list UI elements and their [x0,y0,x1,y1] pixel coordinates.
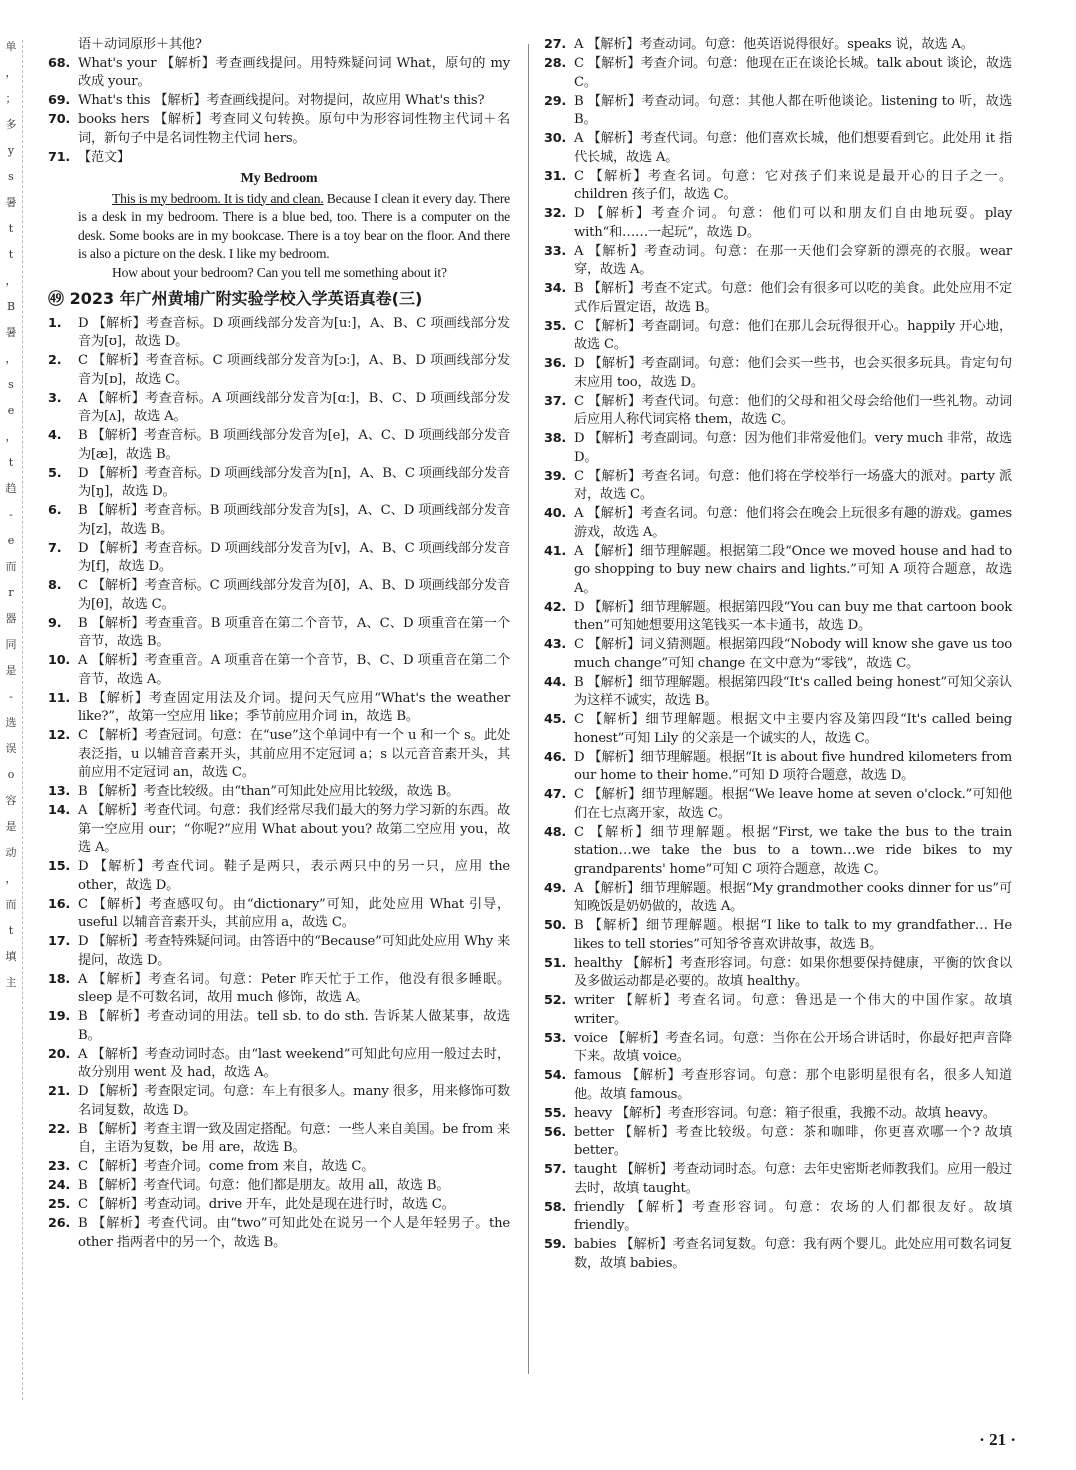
answer-number: 53. [544,1030,567,1046]
essay-paragraph: How about your bedroom? Can you tell me something about it? [112,264,447,280]
answer-text: C 【解析】考查介词。come from 来自，故选 C。 [78,1159,375,1174]
answer-text: C 【解析】细节理解题。根据文中主要内容及第四段“It's called being honest”可知 Lily 的父亲是一个诚实的人，故选 C。 [574,712,1012,746]
answer-text: famous 【解析】考查形容词。句意：那个电影明星很有名，很多人知道他。故填 famous。 [574,1068,1012,1102]
answer-item [544,168,1012,205]
edge-char: - [9,508,13,521]
answer-item [544,1124,1012,1161]
edge-char: 动 [5,846,17,859]
edge-char: t [8,456,14,469]
answer-text: D 【解析】考查音标。D 项画线部分发音为[n]，A、B、C 项画线部分发音为[ŋ]，故选 D。 [78,465,510,499]
answer-item [544,749,1012,786]
continued-text: 语＋动词原形＋其他? [78,37,202,52]
answer-item [544,711,1012,748]
edge-char: s [8,170,14,183]
answer-number: 56. [544,1124,567,1140]
answer-text: D 【解析】考查音标。D 项画线部分发音为[v]，A、B、C 项画线部分发音为[f]，故选 D。 [78,540,510,574]
answer-number: 38. [544,431,567,446]
answer-number: 13. [48,784,71,799]
answer-number: 48. [544,824,567,840]
answer-text: books hers 【解析】考查同义句转换。原句中为形容词性物主代词＋名词，新句子中是名词性物主代词 hers。 [78,112,510,146]
answer-number: 44. [544,674,567,690]
answer-text: D 【解析】细节理解题。根据“It is about five hundred kilometers from our home to their home.”可知 D 项符合题意，故选 D。 [574,749,1012,783]
answer-text: A 【解析】考查动词时态。由“last weekend”可知此句应用一般过去时，故分别用 went 及 had，故选 A。 [78,1046,510,1080]
answer-number: 32. [544,206,567,221]
answer-list-c [544,36,1012,1273]
answer-number: 21. [48,1084,71,1099]
answer-number: 34. [544,281,567,296]
answer-item [48,1008,510,1045]
answer-text: C 【解析】词义猜测题。根据第四段“Nobody will know she gave us too much change”可知 change 在文中意为“零钱”，故选 C。 [574,637,1012,671]
answer-text: D 【解析】考查副词。句意：因为他们非常爱他们。very much 非常，故选 D。 [574,431,1012,465]
answer-text: A 【解析】考查名词。句意：他们将会在晚会上玩很多有趣的游戏。games 游戏，故选 A。 [574,506,1012,540]
answer-item [48,427,510,464]
answer-number: 2. [48,353,62,368]
answer-text: A 【解析】考查音标。A 项画线部分发音为[ɑː]，B、C、D 项画线部分发音为[ʌ]，故选 A。 [78,390,510,424]
answer-number: 7. [48,540,62,556]
answer-item [48,971,510,1008]
answer-text: voice 【解析】考查名词。句意：当你在公开场合讲话时，你最好把声音降下来。故填 voice。 [574,1030,1012,1064]
answer-item [544,1030,1012,1067]
answer-text: C 【解析】考查冠词。句意：在“use”这个单词中有一个 u 和一个 s。此处表泛指，u 以辅音音素开头，其前应用不定冠词 a；s 以元音音素开头，其前应用不定冠词 an，故选 C。 [78,728,510,780]
answer-number: 24. [48,1178,71,1193]
edge-char: 而 [5,898,17,911]
answer-text: C 【解析】考查音标。C 项画线部分发音为[ð]，A、B、D 项画线部分发音为[θ]，故选 C。 [78,578,510,612]
answer-text: D 【解析】考查特殊疑问词。由答语中的“Because”可知此处应用 Why 来提问，故选 D。 [78,934,510,968]
answer-number: 58. [544,1199,567,1215]
answer-text: B 【解析】考查音标。B 项画线部分发音为[e]，A、C、D 项画线部分发音为[æ]，故选 B。 [78,428,510,462]
answer-number: 22. [48,1121,71,1137]
answer-number: 45. [544,712,567,727]
edge-char: 器 [5,612,17,625]
answer-item [48,1215,510,1252]
answer-number: 47. [544,787,567,802]
answer-text: A 【解析】考查代词。句意：我们经常尽我们最大的努力学习新的东西。故第一空应用 our；“你呢?”应用 What about you? 故第二空应用 you，故选 A。 [78,803,510,855]
edge-char: r [8,586,14,599]
answer-item [48,315,510,352]
answer-text: D 【解析】考查介词。句意：他们可以和朋友们自由地玩耍。play with“和……一起玩”，故选 D。 [574,206,1012,240]
edge-char: ， [5,274,17,287]
edge-char: 选 [5,716,17,729]
answer-item [48,352,510,389]
edge-char: 容 [5,794,17,807]
edge-char: o [7,768,15,781]
page-number: · 21 · [979,1430,1016,1449]
essay-underlined-text: This is my bedroom. It is tidy and clean. [112,190,324,206]
edge-char: 误 [5,742,17,755]
essay-paragraph [48,190,510,264]
answer-number: 59. [544,1237,567,1252]
edge-char: 是 [5,664,17,677]
answer-number: 43. [544,637,567,652]
answer-number: 37. [544,393,567,409]
answer-text: B 【解析】考查重音。B 项重音在第二个音节，A、C、D 项重音在第一个音节，故选 B。 [78,615,510,649]
answer-text: C 【解析】考查感叹句。由“dictionary”可知，此处应用 What 引导，useful 以辅音音素开头，其前应用 a，故选 C。 [78,896,510,930]
answer-text: C 【解析】考查名词。句意：他们将在学校举行一场盛大的派对。party 派对，故选 C。 [574,468,1012,502]
answer-number: 12. [48,728,71,743]
edge-char: 多 [5,118,17,131]
answer-text: friendly 【解析】考查形容词。句意：农场的人们都很友好。故填 friendly。 [574,1199,1012,1233]
answer-item [48,390,510,427]
answer-item [544,130,1012,167]
edge-char: ， [5,352,17,365]
answer-item [544,955,1012,992]
answer-number: 39. [544,468,567,484]
answer-item [544,1067,1012,1104]
edge-char: ， [5,430,17,443]
model-essay [48,170,510,282]
answer-number: 4. [48,428,62,443]
answer-number: 30. [544,131,567,146]
answer-number: 33. [544,243,567,259]
answer-text: C 【解析】考查介词。句意：他现在正在谈论长城。talk about 谈论，故选 C。 [574,56,1012,90]
answer-item [48,577,510,614]
answer-item [544,917,1012,954]
edge-char: e [7,404,15,417]
answer-text: B 【解析】考查动词。句意：其他人都在听他谈论。listening to 听，故选 B。 [574,93,1012,127]
answer-text: C 【解析】细节理解题。根据“We leave home at seven o'clock.”可知他们在七点离开家，故选 C。 [574,787,1012,821]
answer-item [48,1083,510,1120]
answer-item [48,540,510,577]
answer-number: 70. [48,112,71,127]
answer-item [48,1046,510,1083]
answer-item [544,318,1012,355]
answer-text: C 【解析】考查代词。句意：他们的父母和祖父母会给他们一些礼物。动词后应用人称代词宾格 them，故选 C。 [574,393,1012,427]
answer-text: B 【解析】考查动词的用法。tell sb. to do sth. 告诉某人做某事，故选 B。 [78,1009,510,1043]
answer-text: B 【解析】考查音标。B 项画线部分发音为[s]，A、C、D 项画线部分发音为[z]，故选 B。 [78,503,510,537]
answer-text: writer 【解析】考查名词。句意：鲁迅是一个伟大的中国作家。故填 writer。 [574,993,1012,1027]
answer-number: 10. [48,653,71,668]
answer-number: 54. [544,1068,567,1083]
binding-edge [0,40,23,1400]
answer-item [48,111,510,148]
edge-char: t [8,248,14,261]
answer-item [48,802,510,858]
answer-number: 51. [544,955,567,971]
answer-text: B 【解析】细节理解题。根据“I like to talk to my grandfather… He likes to tell stories”可知爷爷喜欢讲故事，故选 B。 [574,918,1012,952]
edge-char: 是 [5,820,17,833]
answer-number: 35. [544,318,567,334]
answer-item [48,615,510,652]
answer-item [48,1121,510,1158]
answer-item [48,1158,510,1177]
edge-char: ， [5,66,17,79]
answer-number: 40. [544,506,567,521]
answer-list-a [48,55,510,168]
answer-text: B 【解析】细节理解题。根据第四段“It's called being honest”可知父亲认为这样不诚实，故选 B。 [574,674,1012,708]
answer-text: B 【解析】考查代词。句意：他们都是朋友。故用 all，故选 B。 [78,1178,450,1193]
answer-item [48,92,510,111]
answer-number: 55. [544,1105,567,1121]
answer-item [544,1199,1012,1236]
answer-number: 3. [48,390,62,406]
answer-item [544,393,1012,430]
answer-item [544,36,1012,55]
answer-item [48,858,510,895]
answer-text: heavy 【解析】考查形容词。句意：箱子很重，我搬不动。故填 heavy。 [574,1105,996,1121]
edge-char: s [8,378,14,391]
answer-item [544,599,1012,636]
answer-number: 68. [48,55,71,71]
answer-number: 27. [544,37,567,52]
answer-text: D 【解析】考查限定词。句意：车上有很多人。many 很多，用来修饰可数名词复数，故选 D。 [78,1084,510,1118]
answer-text: C 【解析】考查动词。drive 开车，此处是现在进行时，故选 C。 [78,1197,455,1212]
answer-number: 1. [48,315,62,331]
answer-text: A 【解析】考查动词。句意：在那一天他们会穿新的漂亮的衣服。wear 穿，故选 A。 [574,243,1012,277]
answer-number: 15. [48,859,71,874]
edge-char: y [7,144,15,157]
answer-number: 57. [544,1162,567,1177]
answer-item [48,1196,510,1215]
answer-item [544,1236,1012,1273]
answer-text: D 【解析】考查副词。句意：他们会买一些书，也会买很多玩具。肯定句句末应用 too，故选 D。 [574,356,1012,390]
answer-text: taught 【解析】考查动词时态。句意：去年史密斯老师教我们。应用一般过去时，故填 taught。 [574,1162,1012,1196]
edge-char: B [6,300,16,313]
edge-char: ， [5,872,17,885]
answer-item [48,1177,510,1196]
answer-text: B 【解析】考查主谓一致及固定搭配。句意：一些人来自美国。be from 来自，主语为复数，be 用 are，故选 B。 [78,1121,510,1155]
answer-text: babies 【解析】考查名词复数。句意：我有两个婴儿。此处应用可数名词复数，故填 babies。 [574,1237,1012,1271]
answer-text: B 【解析】考查不定式。句意：他们会有很多可以吃的美食。此处应用不定式作后置定语，故选 B。 [574,281,1012,315]
answer-text: A 【解析】细节理解题。根据“My grandmother cooks dinner for us”可知晚饭是奶奶做的，故选 A。 [574,880,1012,914]
edge-char: 暑 [5,196,17,209]
answer-number: 6. [48,503,62,518]
answer-list-b [48,315,510,1253]
edge-char: t [8,222,14,235]
answer-item [544,430,1012,467]
answer-text: A 【解析】细节理解题。根据第二段“Once we moved house and had to go shopping to buy new chairs and lights.”可知 A 项符合题意，故选 A。 [574,543,1012,596]
answer-item [544,880,1012,917]
answer-item [544,1105,1012,1124]
answer-number: 26. [48,1216,71,1231]
answer-item [544,992,1012,1029]
answer-item [48,933,510,970]
answer-text: D 【解析】细节理解题。根据第四段“You can buy me that cartoon book then”可知她想要用这笔钱买一本卡通书，故选 D。 [574,599,1012,633]
answer-item [48,502,510,539]
edge-char: ； [5,92,17,105]
answer-text: A 【解析】考查代词。句意：他们喜欢长城，他们想要看到它。此处用 it 指代长城，故选 A。 [574,131,1012,165]
left-column [48,36,510,1253]
answer-item [48,727,510,783]
answer-item [544,824,1012,880]
edge-char: 主 [5,976,17,989]
column-divider [528,44,529,1374]
edge-char: - [9,690,13,703]
right-column [544,36,1012,1274]
answer-text: C 【解析】细节理解题。根据“First, we take the bus to the train station…we take the bus to a town…we ride bikes to my grandparents' home”可知 C 项符合题意，故选 C。 [574,824,1012,877]
answer-number: 25. [48,1197,71,1212]
answer-text: 【范文】 [78,149,130,165]
edge-char: e [7,534,15,547]
answer-number: 41. [544,543,567,559]
answer-text: C 【解析】考查音标。C 项画线部分发音为[ɔː]，A、B、D 项画线部分发音为[ɒ]，故选 C。 [78,353,510,387]
answer-item [544,636,1012,673]
answer-text: What's this 【解析】考查画线提问。对物提问，故应用 What's this? [78,93,485,108]
answer-number: 36. [544,356,567,371]
answer-number: 42. [544,599,567,615]
answer-number: 20. [48,1046,71,1062]
answer-item [544,243,1012,280]
answer-text: A 【解析】考查动词。句意：他英语说得很好。speaks 说，故选 A。 [574,37,974,52]
answer-item [48,896,510,933]
answer-number: 16. [48,896,71,912]
edge-char: 趋 [5,482,17,495]
answer-text: B 【解析】考查固定用法及介词。提问天气应用“What's the weather like?”，故第一空应用 like；季节前应用介词 in，故选 B。 [78,690,510,724]
answer-number: 46. [544,749,567,765]
answer-number: 11. [48,690,71,706]
answer-text: better 【解析】考查比较级。句意：茶和咖啡，你更喜欢哪一个? 故填 better。 [574,1124,1012,1158]
answer-item [544,674,1012,711]
answer-item [544,280,1012,317]
answer-text: A 【解析】考查名词。句意：Peter 昨天忙于工作，他没有很多睡眠。sleep 是不可数名词，故用 much 修饰，故选 A。 [78,971,510,1005]
answer-number: 18. [48,971,71,987]
answer-item [48,690,510,727]
answer-text: A 【解析】考查重音。A 项重音在第一个音节，B、C、D 项重音在第二个音节，故选 A。 [78,653,510,687]
section-title: ㊾ 2023 年广州黄埔广附实验学校入学英语真卷(三) [48,289,423,308]
answer-number: 8. [48,578,62,593]
answer-number: 19. [48,1009,71,1024]
answer-item [544,505,1012,542]
answer-item [544,205,1012,242]
answer-item [48,652,510,689]
answer-item [544,1161,1012,1198]
edge-char: 同 [5,638,17,651]
answer-text: C 【解析】考查名词。句意：它对孩子们来说是最开心的日子之一。children 孩子们，故选 C。 [574,168,1012,202]
edge-char: 填 [5,950,17,963]
answer-number: 23. [48,1159,71,1174]
edge-char: 而 [5,560,17,573]
answer-number: 69. [48,93,71,108]
answer-text: B 【解析】考查比较级。由“than”可知此处应用比较级，故选 B。 [78,784,460,799]
answer-item [544,55,1012,92]
edge-char: 暑 [5,326,17,339]
essay-title: My Bedroom [240,171,318,186]
answer-number: 9. [48,615,62,631]
answer-text: What's your 【解析】考查画线提问。用特殊疑问词 What，原句的 my 改成 your。 [78,55,510,89]
answer-number: 14. [48,803,71,818]
answer-item [48,783,510,802]
answer-number: 29. [544,93,567,109]
answer-item [48,465,510,502]
answer-text: D 【解析】考查音标。D 项画线部分发音为[uː]，A、B、C 项画线部分发音为[ʊ]，故选 D。 [78,315,510,349]
answer-number: 17. [48,934,71,949]
answer-number: 31. [544,168,567,184]
answer-text: D 【解析】考查代词。鞋子是两只，表示两只中的另一只，应用 the other，故选 D。 [78,859,510,893]
answer-number: 5. [48,465,62,481]
answer-number: 49. [544,880,567,896]
answer-text: C 【解析】考查副词。句意：他们在那儿会玩得很开心。happily 开心地，故选 C。 [574,318,1012,352]
answer-number: 52. [544,993,567,1008]
answer-item [544,543,1012,599]
essay-text: Because I clean it every day. There is a desk in my bedroom. There is a blue bed, too. There is a computer on the desk. Some books are in my bookcase. There is a toy bear on the floor. And there is also a picture on the desk. I like my bedroom. [78,190,510,261]
answer-item [48,149,510,168]
answer-number: 71. [48,149,71,165]
answer-item [48,55,510,92]
answer-text: healthy 【解析】考查形容词。句意：如果你想要保持健康，平衡的饮食以及多做运动都是必要的。故填 healthy。 [574,955,1012,989]
edge-char: t [8,924,14,937]
answer-number: 50. [544,918,567,933]
answer-number: 28. [544,56,567,71]
answer-text: B 【解析】考查代词。由“two”可知此处在说另一个人是年轻男子。the other 指两者中的另一个，故选 B。 [78,1216,510,1250]
answer-item [544,786,1012,823]
edge-char: 单 [5,40,17,53]
answer-item [544,355,1012,392]
answer-item [544,468,1012,505]
answer-item [544,93,1012,130]
